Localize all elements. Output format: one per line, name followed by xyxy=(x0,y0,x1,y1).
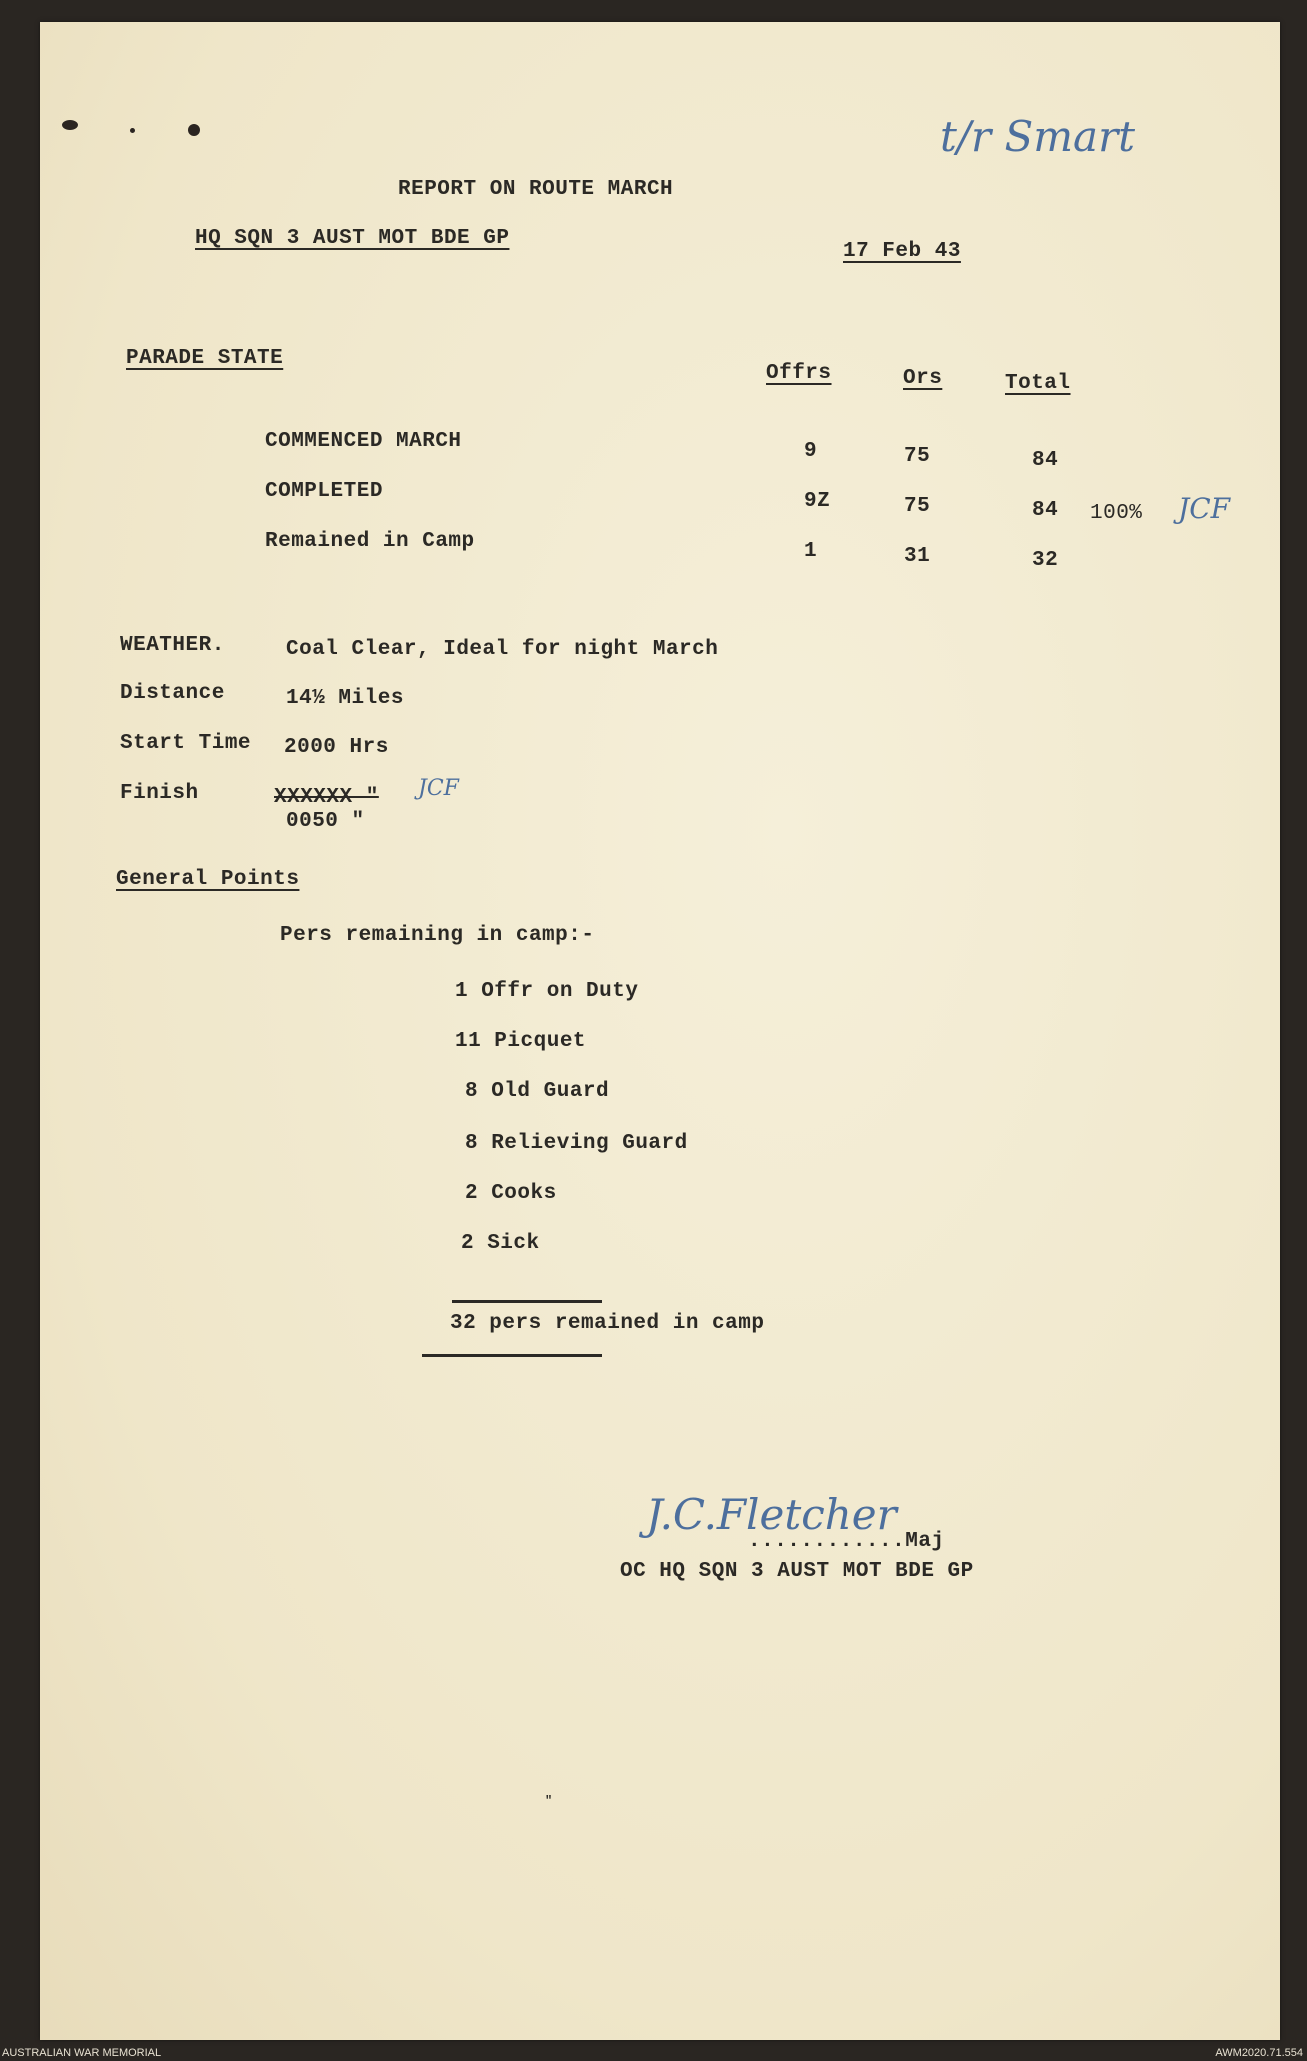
completion-percent: 100% xyxy=(1090,502,1143,525)
weather-label: WEATHER. xyxy=(120,634,225,657)
cell-ors: 75 xyxy=(904,495,931,518)
handwritten-note: t/r Smart xyxy=(940,112,1136,161)
list-item: 11 Picquet xyxy=(455,1030,587,1053)
document-page xyxy=(40,22,1280,2040)
list-item: 2 Sick xyxy=(461,1232,540,1255)
weather-value: Coal Clear, Ideal for night March xyxy=(286,638,719,661)
finish-label: Finish xyxy=(120,782,199,805)
signature-title: OC HQ SQN 3 AUST MOT BDE GP xyxy=(620,1560,974,1583)
report-title: REPORT ON ROUTE MARCH xyxy=(398,178,674,201)
cell-total: 84 xyxy=(1032,499,1059,522)
cell-ors: 31 xyxy=(904,545,931,568)
pers-remaining-intro: Pers remaining in camp:- xyxy=(280,924,595,947)
total-rule-top xyxy=(452,1300,602,1303)
distance-value: 14½ Miles xyxy=(286,687,404,710)
list-item: 1 Offr on Duty xyxy=(455,980,639,1003)
column-header-total: Total xyxy=(1005,372,1071,395)
cell-total: 32 xyxy=(1032,549,1059,572)
cell-ors: 75 xyxy=(904,445,931,468)
total-rule-bottom xyxy=(422,1354,602,1357)
signature: J.C.Fletcher xyxy=(646,1490,897,1539)
footer-source: AUSTRALIAN WAR MEMORIAL xyxy=(2,2047,162,2059)
total-remained: 32 pers remained in camp xyxy=(450,1312,765,1335)
initials-mark: JCF xyxy=(1178,492,1231,525)
cell-offrs: 9 xyxy=(804,440,818,463)
unit-heading: HQ SQN 3 AUST MOT BDE GP xyxy=(195,227,510,250)
column-header-offrs: Offrs xyxy=(766,362,832,385)
list-item: 8 Old Guard xyxy=(465,1080,610,1103)
distance-label: Distance xyxy=(120,682,225,705)
signature-dots-rank: ............Maj xyxy=(748,1530,945,1553)
start-time-label: Start Time xyxy=(120,732,252,755)
cell-offrs: 9Z xyxy=(804,490,831,513)
parade-state-heading: PARADE STATE xyxy=(126,347,284,370)
list-item: 2 Cooks xyxy=(465,1182,557,1205)
row-label-remained: Remained in Camp xyxy=(265,530,475,553)
finish-struck-value: XXXXXX " xyxy=(274,786,379,809)
general-points-heading: General Points xyxy=(116,868,300,891)
initials-mark: JCF xyxy=(418,776,459,801)
paper-damage-mark xyxy=(62,120,78,130)
row-label-commenced: COMMENCED MARCH xyxy=(265,430,462,453)
cell-offrs: 1 xyxy=(804,540,818,563)
report-date: 17 Feb 43 xyxy=(843,240,961,263)
start-time-value: 2000 Hrs xyxy=(284,736,389,759)
footer-reference: AWM2020.71.554 xyxy=(1215,2047,1303,2059)
cell-total: 84 xyxy=(1032,449,1059,472)
paper-damage-mark xyxy=(130,128,135,133)
column-header-ors: Ors xyxy=(903,367,943,390)
finish-value: 0050 " xyxy=(286,810,365,833)
stray-mark: " xyxy=(545,1794,553,1808)
list-item: 8 Relieving Guard xyxy=(465,1132,688,1155)
paper-damage-mark xyxy=(188,124,200,136)
row-label-completed: COMPLETED xyxy=(265,480,383,503)
